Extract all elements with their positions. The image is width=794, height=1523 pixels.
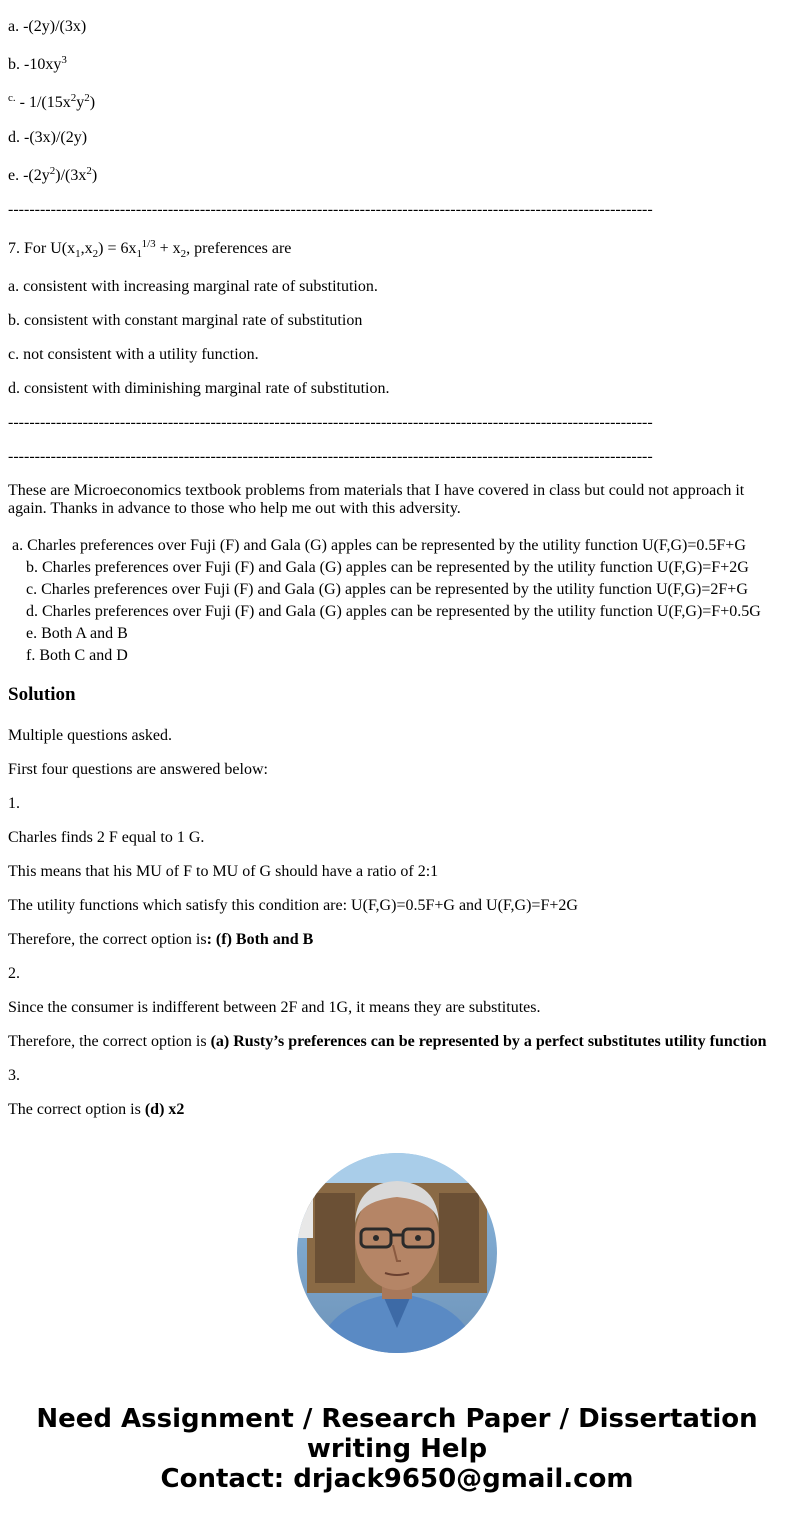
q6-option-e-text: )/(3x xyxy=(55,167,87,184)
q6-option-c-exponent: 2 xyxy=(70,92,77,104)
solution-answer-bold: : (f) Both and B xyxy=(206,931,314,948)
solution-answer-bold: (d) x2 xyxy=(144,1101,185,1118)
charles-option-a: a. Charles preferences over Fuji (F) and Gala (G) apples can be represented by the utility function U(F,G)=0.5F+G xyxy=(12,537,746,554)
q6-option-a: a. -(2y)/(3x) xyxy=(8,18,87,35)
charles-option-d: d. Charles preferences over Fuji (F) and Gala (G) apples can be represented by the utility function U(F,G)=F+0.5G xyxy=(26,603,761,620)
q6-option-b-exponent: 3 xyxy=(61,54,67,66)
q7-question xyxy=(8,240,291,259)
q7-subscript: 2 xyxy=(92,248,99,260)
solution-number: 2. xyxy=(8,965,20,982)
q7-text: , preferences are xyxy=(186,240,292,257)
solution-heading-text: Solution xyxy=(8,684,76,705)
solution-line: Charles finds 2 F equal to 1 G. xyxy=(8,829,205,846)
q7-subscript: 2 xyxy=(180,248,187,260)
solution-line: The utility functions which satisfy this condition are: U(F,G)=0.5F+G and U(F,G)=F+2G xyxy=(8,897,578,914)
q6-option-b xyxy=(8,56,67,75)
solution-answer-text: Therefore, the correct option is xyxy=(8,931,207,948)
solution-answer xyxy=(8,1033,767,1051)
q6-option-c-label: c. xyxy=(8,92,16,104)
solution-answer xyxy=(8,931,313,949)
q6-option-e-text: ) xyxy=(91,167,98,184)
footer-line: writing Help xyxy=(306,1434,488,1464)
q6-option-c-text: ) xyxy=(89,94,96,111)
q7-text: + x xyxy=(155,240,181,257)
q7-text: ) = 6x xyxy=(98,240,137,257)
solution-heading xyxy=(8,686,76,704)
q7-text: 7. For U(x xyxy=(8,240,76,257)
charles-option-e: e. Both A and B xyxy=(26,625,128,642)
q6-option-e-text: e. -(2y xyxy=(8,167,50,184)
q7-text: ,x xyxy=(80,240,93,257)
solution-number: 1. xyxy=(8,795,20,812)
solution-answer-text: Therefore, the correct option is xyxy=(8,1033,211,1050)
avatar xyxy=(297,1153,497,1353)
charles-option-b: b. Charles preferences over Fuji (F) and Gala (G) apples can be represented by the utility function U(F,G)=F+2G xyxy=(26,559,749,576)
footer-promo xyxy=(0,1404,794,1494)
q6-option-e xyxy=(8,167,97,186)
separator: ------------------------------------------------------------------------------------------------------------------------- xyxy=(8,201,653,218)
q7-subscript: 1 xyxy=(136,248,142,260)
avatar-image xyxy=(297,1153,497,1353)
solution-line: Since the consumer is indifferent between 2F and 1G, it means they are substitutes. xyxy=(8,999,541,1016)
q6-option-c-exponent: 2 xyxy=(84,92,90,104)
footer-line: Need Assignment / Research Paper / Dissertation xyxy=(36,1404,758,1434)
q6-option-c xyxy=(8,94,95,113)
q6-option-c-text: y xyxy=(76,94,85,111)
intro-paragraph: These are Microeconomics textbook problems from materials that I have covered in class but could not approach it again. Thanks in advance to those who help me out with this adversity. xyxy=(8,482,745,517)
q6-option-e-exponent: 2 xyxy=(49,165,56,177)
q7-option-d: d. consistent with diminishing marginal rate of substitution. xyxy=(8,380,390,397)
q6-option-b-text: b. -10xy xyxy=(8,56,62,73)
solution-number: 3. xyxy=(8,1067,20,1084)
solution-answer-text: The correct option is xyxy=(8,1101,145,1118)
solution-answer-bold: (a) Rusty’s preferences can be represented by a perfect substitutes utility function xyxy=(210,1033,767,1050)
solution-line: This means that his MU of F to MU of G should have a ratio of 2:1 xyxy=(8,863,439,880)
charles-option-f: f. Both C and D xyxy=(26,647,128,664)
q7-option-a: a. consistent with increasing marginal rate of substitution. xyxy=(8,278,378,295)
q6-option-e-exponent: 2 xyxy=(86,165,92,177)
solution-answer xyxy=(8,1101,184,1119)
solution-line: Multiple questions asked. xyxy=(8,727,172,744)
q7-subscript: 1 xyxy=(75,248,81,260)
q6-option-d: d. -(3x)/(2y) xyxy=(8,129,88,146)
q7-option-b: b. consistent with constant marginal rate of substitution xyxy=(8,312,363,329)
q7-option-c: c. not consistent with a utility function. xyxy=(8,346,259,363)
charles-option-c: c. Charles preferences over Fuji (F) and Gala (G) apples can be represented by the utility function U(F,G)=2F+G xyxy=(26,581,748,598)
footer-contact: Contact: drjack9650@gmail.com xyxy=(160,1464,634,1494)
q7-exponent: 1/3 xyxy=(141,238,156,250)
separator: ------------------------------------------------------------------------------------------------------------------------- xyxy=(8,414,653,431)
separator: ------------------------------------------------------------------------------------------------------------------------- xyxy=(8,448,653,465)
solution-line: First four questions are answered below: xyxy=(8,761,268,778)
q6-option-c-text: - 1/(15x xyxy=(15,94,71,111)
